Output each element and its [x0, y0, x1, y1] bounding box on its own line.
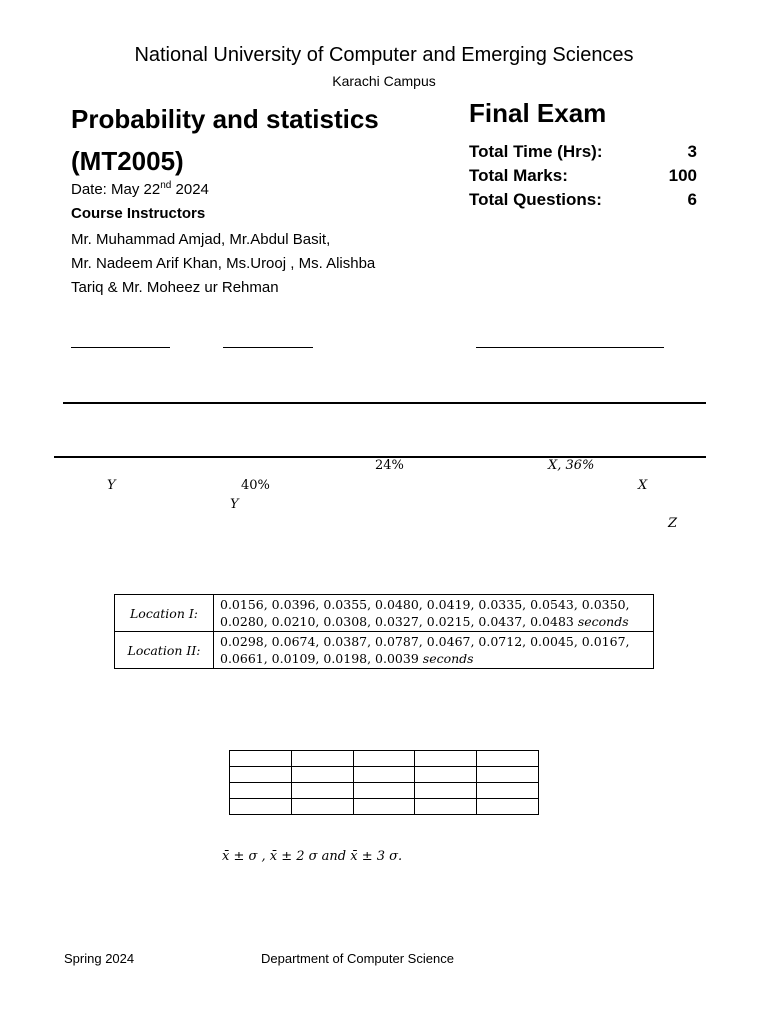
- university-name: National University of Computer and Emerging Sciences: [134, 44, 634, 66]
- table-cell: [291, 799, 353, 815]
- total-time-value: 3: [687, 142, 697, 161]
- footer-department: Department of Computer Science: [261, 951, 454, 966]
- table-cell: [477, 767, 539, 783]
- fragment-x-36-percent: X, 36%: [548, 458, 595, 473]
- instructors-line: Mr. Muhammad Amjad, Mr.Abdul Basit,: [71, 231, 331, 248]
- course-title-line1: Probability and statistics: [71, 104, 379, 134]
- fragment-24-percent: 24%: [375, 458, 404, 473]
- total-questions-row: [469, 188, 697, 212]
- table-cell: [291, 751, 353, 767]
- signature-blank-line[interactable]: [476, 347, 664, 348]
- date-ordinal: nd: [160, 180, 172, 191]
- location-label: Location II:: [115, 632, 214, 669]
- fragment-y: Y: [107, 478, 116, 493]
- fragment-y: Y: [230, 497, 239, 512]
- table-cell: [291, 783, 353, 799]
- values-text: 0.0280, 0.0210, 0.0308, 0.0327, 0.0215, 0.0437, 0.0483: [220, 614, 574, 629]
- values-line: 0.0156, 0.0396, 0.0355, 0.0480, 0.0419, 0.0335, 0.0543, 0.0350,: [220, 597, 630, 612]
- location-values: [214, 632, 654, 669]
- instructors-line: Tariq & Mr. Moheez ur Rehman: [71, 279, 279, 296]
- table-cell: [415, 799, 477, 815]
- total-marks-value: 100: [668, 166, 697, 185]
- divider-top: [63, 402, 706, 404]
- table-cell: [477, 783, 539, 799]
- course-code: (MT2005): [71, 146, 184, 176]
- table-row: [115, 632, 654, 669]
- table-cell: [477, 751, 539, 767]
- table-cell: [230, 799, 292, 815]
- table-row: [230, 751, 539, 767]
- roll-blank-line[interactable]: [223, 347, 313, 348]
- values-line-2: [220, 650, 647, 667]
- exam-meta: [469, 140, 697, 212]
- table-cell: [230, 783, 292, 799]
- campus-name: Karachi Campus: [332, 73, 436, 89]
- table-row: [115, 595, 654, 632]
- instructors-line: Mr. Nadeem Arif Khan, Ms.Urooj , Ms. Alishba: [71, 255, 376, 272]
- footer-semester: Spring 2024: [64, 951, 135, 966]
- table-cell: [353, 767, 415, 783]
- values-line: 0.0298, 0.0674, 0.0387, 0.0787, 0.0467, 0.0712, 0.0045, 0.0167,: [220, 634, 630, 649]
- unit-label: seconds: [422, 651, 474, 666]
- sigma-intervals-formula: x̄ ± σ , x̄ ± 2 σ and x̄ ± 3 σ.: [222, 849, 403, 864]
- total-time-label: Total Time (Hrs):: [469, 142, 603, 161]
- values-line-2: [220, 613, 647, 630]
- total-questions-value: 6: [687, 190, 697, 209]
- exam-title: Final Exam: [469, 98, 607, 128]
- fragment-40-percent: 40%: [241, 478, 270, 493]
- fragment-x: X: [638, 478, 648, 493]
- exam-date: [71, 180, 209, 198]
- instructors-heading: Course Instructors: [71, 205, 206, 222]
- table-row: [230, 767, 539, 783]
- date-year: 2024: [171, 181, 209, 198]
- table-cell: [415, 751, 477, 767]
- table-cell: [230, 767, 292, 783]
- table-cell: [415, 767, 477, 783]
- unit-label: seconds: [577, 614, 629, 629]
- values-text: 0.0661, 0.0109, 0.0198, 0.0039: [220, 651, 419, 666]
- table-cell: [353, 751, 415, 767]
- location-values: [214, 595, 654, 632]
- total-marks-label: Total Marks:: [469, 166, 568, 185]
- course-title: [71, 98, 431, 182]
- table-row: [230, 783, 539, 799]
- empty-answer-table: [229, 750, 539, 815]
- table-row: [230, 799, 539, 815]
- date-prefix: Date: May 22: [71, 181, 161, 198]
- instructors-list: [71, 228, 421, 300]
- total-questions-label: Total Questions:: [469, 190, 602, 209]
- location-data-table: [114, 594, 654, 669]
- total-time-row: [469, 140, 697, 164]
- table-cell: [353, 783, 415, 799]
- total-marks-row: [469, 164, 697, 188]
- table-cell: [291, 767, 353, 783]
- table-cell: [353, 799, 415, 815]
- location-label: Location I:: [115, 595, 214, 632]
- table-cell: [415, 783, 477, 799]
- fragment-z: Z: [668, 516, 678, 531]
- name-blank-line[interactable]: [71, 347, 170, 348]
- table-cell: [230, 751, 292, 767]
- table-cell: [477, 799, 539, 815]
